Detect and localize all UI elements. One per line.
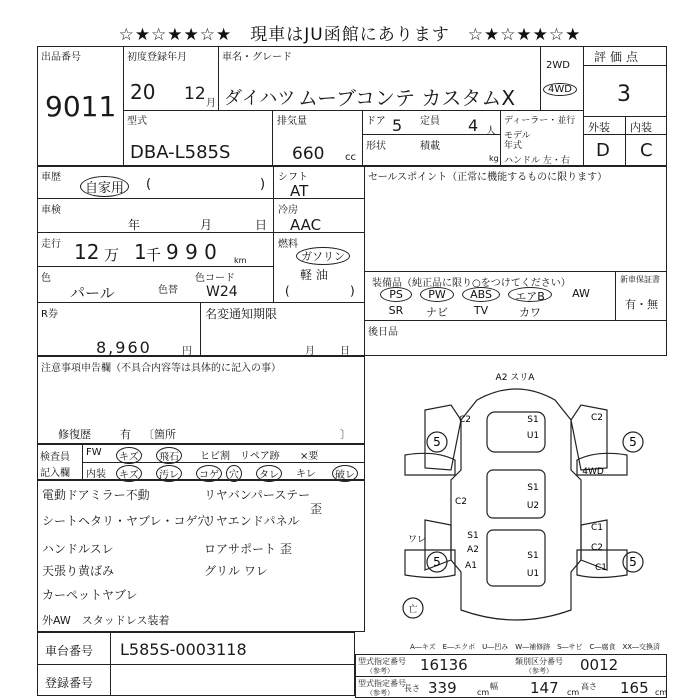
handwritten-note: グリル ワレ <box>204 564 268 578</box>
equip-item: AW <box>572 287 590 300</box>
diagram-mark: C2 <box>458 415 472 425</box>
color-value: パール <box>70 284 115 302</box>
height-value: 165 <box>620 679 649 697</box>
page-title: ☆★☆★★☆★ 現車はJU函館にあります ☆★☆★★☆★ <box>118 25 582 45</box>
diagram-mark: S1 <box>527 415 539 425</box>
handwritten-note: 天張り黄ばみ <box>42 564 115 578</box>
notes-row2-item: キレ <box>296 469 316 480</box>
car-name-value: ムーブコンテ カスタムX <box>298 86 516 110</box>
notes-row2-item: タレ <box>256 465 282 482</box>
mileage-rest: 9 9 0 <box>166 240 217 264</box>
recycle-value: 8,960 <box>96 338 152 357</box>
notes-row1-item: ×要 <box>300 451 319 462</box>
handwritten-note: シートヘタリ・ヤブレ・コゲ穴 <box>42 514 210 528</box>
diagram-mark: C2 <box>590 543 604 553</box>
diagram-mark: U2 <box>526 501 540 511</box>
diagram-mark: 4WD <box>582 467 604 477</box>
diagram-mark: C1 <box>594 563 608 573</box>
class-no-value: 0012 <box>580 656 619 674</box>
notes-row2-item: 内装 <box>86 469 106 480</box>
diagram-mark: C2 <box>454 497 468 507</box>
legend: A―キズ E―エクボ U―凹み W―補修跡 S―サビ C―腐食 XX―交換済 <box>410 643 661 651</box>
diagram-mark: ワレ <box>407 535 427 545</box>
diagram-mark: A2 スリA <box>495 373 535 383</box>
equip-item: SR <box>388 304 404 317</box>
model-value: DBA-L585S <box>130 142 231 163</box>
score-value: 3 <box>617 82 631 107</box>
displacement-value: 660 <box>292 144 325 164</box>
notes-row1-item: ヒビ割 <box>200 451 230 462</box>
diagram-mark: S1 <box>527 483 539 493</box>
notes-row1-item: 飛石 <box>156 447 182 464</box>
fuel-gasoline-circled: ガソリン <box>296 247 350 265</box>
detail-section <box>37 166 667 356</box>
notes-row1-item: リペア跡 <box>240 451 280 462</box>
handwritten-note: ロアサポート 歪 <box>204 542 292 556</box>
chassis-no-value: L585S-0003118 <box>120 640 247 659</box>
diagram-mark: 5 <box>433 435 441 449</box>
car-damage-diagram <box>365 360 667 640</box>
interior-grade: C <box>640 140 653 161</box>
diagram-mark: U1 <box>526 569 540 579</box>
car-grade-label: 車名・グレード <box>222 52 292 63</box>
diagram-mark: A1 <box>465 561 477 571</box>
handwritten-note: 電動ドアミラー不動 <box>42 488 150 502</box>
diagram-mark: S1 <box>527 551 539 561</box>
equip-item: TV <box>473 304 489 317</box>
diagram-mark: A2 <box>467 545 479 555</box>
notes-row2-item: コゲ <box>196 465 222 482</box>
shift-value: AT <box>290 182 309 200</box>
notes-row2-item: キズ <box>116 465 142 482</box>
equip-item: PS <box>380 287 412 302</box>
color-code-value: W24 <box>206 284 238 300</box>
mileage-man: 12 <box>74 240 100 264</box>
diagram-mark: 5 <box>629 435 637 449</box>
equip-item: ABS <box>462 287 500 302</box>
equip-item: エアB <box>508 287 552 302</box>
notes-row1-item: FW <box>86 447 102 458</box>
notes-row2-item: 汚レ <box>156 465 182 482</box>
history-value: 自家用 <box>80 176 129 197</box>
type-cert-value: 16136 <box>420 656 468 674</box>
diagram-mark: S1 <box>467 531 479 541</box>
notes-row2-item: 穴 <box>226 465 242 482</box>
mileage-sen: 1 <box>134 240 147 264</box>
4wd-circled: 4WD <box>543 83 577 96</box>
doors-value: 5 <box>392 116 403 135</box>
warranty-value: 有・無 <box>625 298 658 311</box>
diagram-mark: 5 <box>433 555 441 569</box>
equip-item: カワ <box>519 306 541 319</box>
diagram-mark: U1 <box>526 431 540 441</box>
reg-month: 12 <box>184 84 206 104</box>
diagram-mark: C2 <box>590 413 604 423</box>
handwritten-note: リヤエンドパネル <box>204 514 300 528</box>
handwritten-note: リヤバンパーステー <box>204 488 311 502</box>
handwritten-note: 歪 <box>310 502 323 516</box>
ac-value: AAC <box>290 216 322 234</box>
equip-item: ナビ <box>426 306 448 319</box>
handwritten-note: カーペットヤブレ <box>42 588 138 602</box>
handwritten-note: ハンドルスレ <box>42 542 114 556</box>
diagram-mark: 5 <box>629 555 637 569</box>
capacity-value: 4 <box>468 116 479 135</box>
notes-row2-item: 破レ <box>332 465 358 482</box>
exterior-grade: D <box>596 140 610 161</box>
lot-no-value: 9011 <box>45 90 117 123</box>
notes-row1-item: キズ <box>116 447 142 464</box>
handwritten-note: 外AW スタッドレス装着 <box>42 614 170 627</box>
first-reg-label: 初度登録年月 <box>127 52 187 63</box>
repair-history-value: 有 <box>120 428 131 441</box>
width-value: 147 <box>530 679 559 697</box>
length-value: 339 <box>428 679 457 697</box>
equip-item: PW <box>420 287 454 302</box>
diagram-mark: C1 <box>590 523 604 533</box>
diagram-mark: 亡 <box>408 605 418 615</box>
score-label: 評価点 <box>594 50 643 64</box>
reg-year: 20 <box>130 80 156 104</box>
maker-value: ダイハツ <box>224 88 296 109</box>
lot-no-label: 出品番号 <box>41 52 81 63</box>
